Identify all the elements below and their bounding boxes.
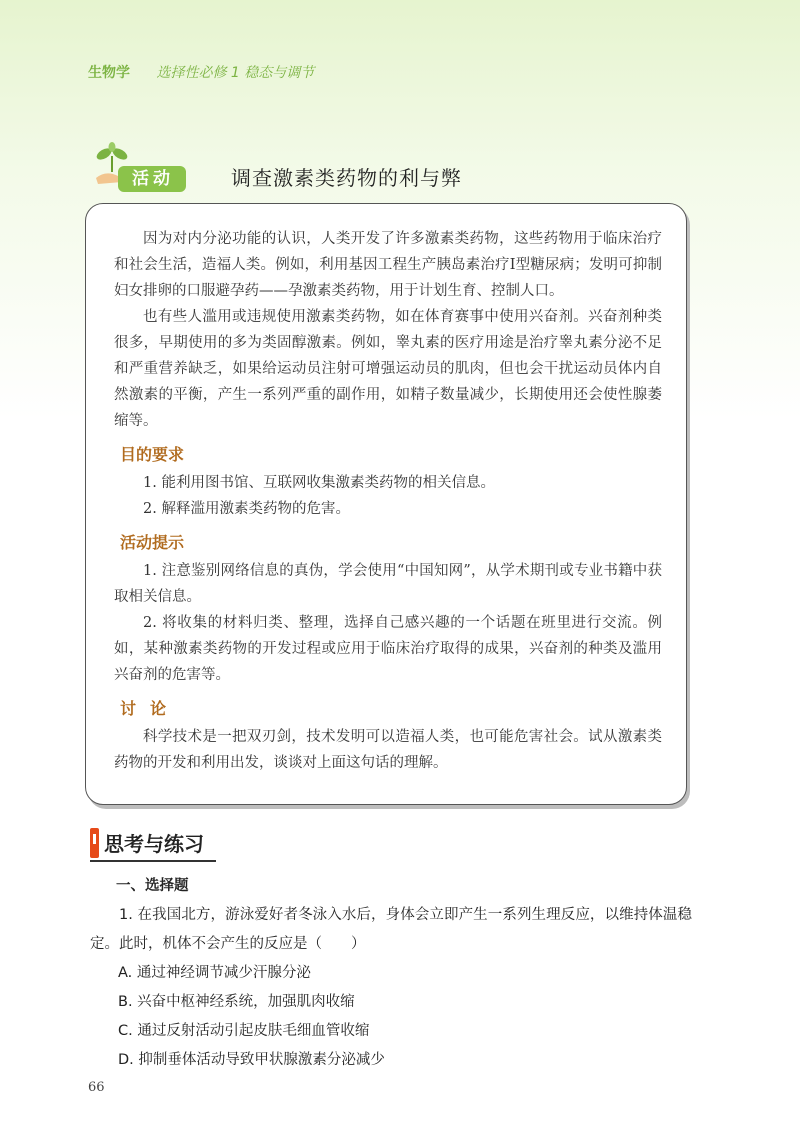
option-c: C. 通过反射活动引起皮肤毛细血管收缩 <box>118 1023 370 1039</box>
subject-label: 生物学 <box>88 65 130 81</box>
goal-item: 2. 解释滥用激素类药物的危害。 <box>143 501 350 517</box>
practice-heading <box>90 828 220 862</box>
activity-badge: 活动 <box>118 166 186 192</box>
discussion-heading: 讨论 <box>120 699 181 718</box>
activity-title: 调查激素类药物的利与弊 <box>231 166 462 190</box>
tip-item: 2. 将收集的材料归类、整理，选择自己感兴趣的一个话题在班里进行交流。例如，某种激素类药物的开发过程或应用于临床治疗取得的成果，兴奋剂的种类及滥用兴奋剂的危害等。 <box>114 615 662 683</box>
intro-paragraph: 因为对内分泌功能的认识，人类开发了许多激素类药物，这些药物用于临床治疗和社会生活，造福人类。例如，利用基因工程生产胰岛素治疗Ⅰ型糖尿病；发明可抑制妇女排卵的口服避孕药——孕激素类药物，用于计划生育、控制人口。 <box>114 231 662 299</box>
goal-heading: 目的要求 <box>120 445 185 464</box>
practice-bar-icon <box>90 828 99 858</box>
option-d: D. 抑制垂体活动导致甲状腺激素分泌减少 <box>118 1052 385 1068</box>
option-b: B. 兴奋中枢神经系统，加强肌肉收缩 <box>118 994 355 1010</box>
tips-heading: 活动提示 <box>120 533 185 552</box>
practice-title: 思考与练习 <box>104 832 204 856</box>
question-type-label: 一、选择题 <box>116 878 189 894</box>
goal-item: 1. 能利用图书馆、互联网收集激素类药物的相关信息。 <box>143 475 495 491</box>
tip-item: 1. 注意鉴别网络信息的真伪，学会使用“中国知网”，从学术期刊或专业书籍中获取相关信息。 <box>114 563 662 605</box>
activity-box <box>85 203 687 805</box>
activity-heading <box>88 142 508 192</box>
discussion-text: 科学技术是一把双刃剑，技术发明可以造福人类，也可能危害社会。试从激素类药物的开发和利用出发，谈谈对上面这句话的理解。 <box>114 729 662 771</box>
intro-paragraph: 也有些人滥用或违规使用激素类药物，如在体育赛事中使用兴奋剂。兴奋剂种类很多，早期使用的多为类固醇激素。例如，睾丸素的医疗用途是治疗睾丸素分泌不足和严重营养缺乏，如果给运动员注射可增强运动员的肌肉，但也会干扰运动员体内自然激素的平衡，产生一系列严重的副作用，如精子数量减少，长期使用还会使性腺萎缩等。 <box>114 309 662 429</box>
practice-underline <box>90 860 216 862</box>
running-header <box>88 62 314 82</box>
questions-section <box>90 872 692 1075</box>
question-stem: 1. 在我国北方，游泳爱好者冬泳入水后，身体会立即产生一系列生理反应，以维持体温稳定。此时，机体不会产生的反应是（ ） <box>90 907 692 952</box>
page-number: 66 <box>88 1080 105 1095</box>
option-a: A. 通过神经调节减少汗腺分泌 <box>118 965 311 981</box>
course-label: 选择性必修 1 稳态与调节 <box>156 65 315 81</box>
